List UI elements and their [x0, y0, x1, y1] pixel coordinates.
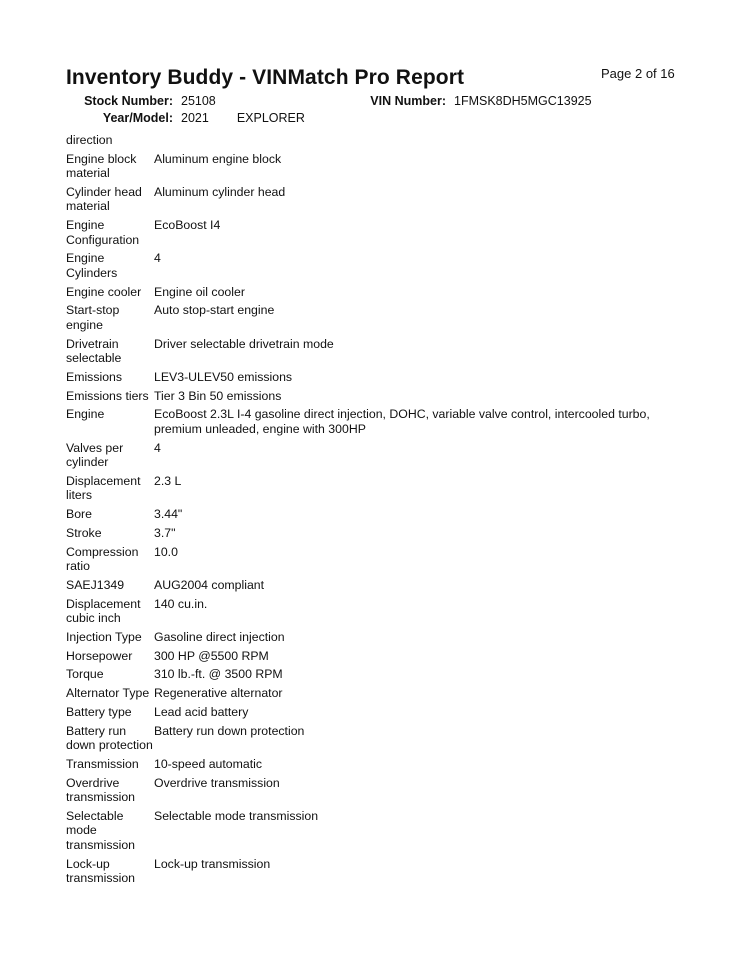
spec-key: Engine cooler	[66, 284, 142, 299]
vin-number-label: VIN Number:	[370, 94, 446, 108]
spec-row	[66, 152, 664, 185]
spec-key: Torque	[66, 667, 104, 682]
spec-table	[66, 133, 664, 890]
spec-row	[66, 474, 664, 507]
spec-value: LEV3-ULEV50 emissions	[154, 369, 293, 384]
spec-row	[66, 630, 664, 649]
spec-row	[66, 705, 664, 724]
spec-row	[66, 597, 664, 630]
spec-row	[66, 185, 664, 218]
spec-key: Injection Type	[66, 629, 142, 644]
spec-value: Overdrive transmission	[154, 775, 280, 790]
spec-key: Valves per cylinder	[66, 440, 124, 470]
report-title: Inventory Buddy - VINMatch Pro Report	[66, 66, 465, 89]
spec-row	[66, 337, 664, 370]
spec-row	[66, 218, 664, 251]
spec-value: EcoBoost I4	[154, 218, 221, 233]
spec-key: Lock-up transmission	[66, 856, 136, 886]
spec-key: Emissions	[66, 369, 123, 384]
spec-row	[66, 757, 664, 776]
year-model-label: Year/Model:	[102, 111, 173, 125]
spec-row	[66, 441, 664, 474]
spec-value: Battery run down protection	[154, 723, 305, 738]
spec-value: 10.0	[154, 544, 178, 559]
spec-row	[66, 724, 664, 757]
stock-number-value: 25108	[181, 94, 216, 108]
model-value: EXPLORER	[236, 111, 305, 125]
spec-key: Stroke	[66, 525, 102, 540]
spec-key: Battery type	[66, 705, 132, 719]
spec-row	[66, 809, 664, 857]
spec-value: 3.44"	[154, 507, 183, 522]
spec-key: Compression ratio	[66, 544, 139, 574]
spec-key: Start-stop engine	[66, 303, 120, 332]
spec-row	[66, 133, 664, 152]
spec-key: Engine block material	[66, 151, 137, 181]
spec-value: Engine oil cooler	[154, 284, 245, 299]
spec-value: Aluminum cylinder head	[154, 185, 286, 199]
spec-key: Cylinder head material	[66, 185, 142, 214]
spec-row	[66, 776, 664, 809]
spec-key: Engine Configuration	[66, 218, 140, 247]
spec-value: 310 lb.-ft. @ 3500 RPM	[154, 667, 283, 682]
page-number: Page 2 of 16	[601, 66, 675, 81]
spec-key: Transmission	[66, 757, 139, 771]
stock-number-label: Stock Number:	[84, 94, 173, 108]
spec-value: 10-speed automatic	[154, 757, 263, 771]
spec-row	[66, 667, 664, 686]
spec-key: Battery run down protection	[66, 723, 153, 753]
spec-row	[66, 389, 664, 408]
vin-number-value: 1FMSK8DH5MGC13925	[454, 94, 592, 108]
spec-value: Regenerative alternator	[154, 686, 283, 701]
spec-value: 4	[154, 440, 161, 455]
spec-row	[66, 526, 664, 545]
spec-value: Tier 3 Bin 50 emissions	[154, 388, 282, 403]
spec-value: Aluminum engine block	[154, 151, 282, 166]
spec-value: Driver selectable drivetrain mode	[154, 336, 334, 351]
spec-row	[66, 407, 664, 440]
spec-value: Lock-up transmission	[154, 856, 271, 871]
spec-row	[66, 649, 664, 668]
spec-row	[66, 251, 664, 284]
spec-value: AUG2004 compliant	[154, 577, 265, 592]
spec-key: Horsepower	[66, 648, 133, 663]
spec-value: Selectable mode transmission	[154, 809, 319, 823]
spec-row	[66, 686, 664, 705]
spec-key: Displacement cubic inch	[66, 596, 141, 626]
spec-row	[66, 507, 664, 526]
spec-key: direction	[66, 133, 113, 147]
spec-value: 3.7"	[154, 525, 176, 540]
spec-key: SAEJ1349	[66, 577, 125, 592]
spec-value: 140 cu.in.	[154, 596, 208, 611]
vin-number-field	[370, 94, 592, 108]
spec-row	[66, 545, 664, 578]
spec-key: Engine	[66, 407, 105, 422]
spec-value: EcoBoost 2.3L I-4 gasoline direct injection, DOHC, variable valve control, intercooled turbo, premium unleaded, engine with 300HP	[154, 407, 650, 436]
stock-number-field	[66, 94, 216, 108]
spec-row	[66, 857, 664, 890]
spec-value: Auto stop-start engine	[154, 303, 275, 318]
spec-key: Overdrive transmission	[66, 775, 136, 805]
spec-value: 2.3 L	[154, 473, 182, 488]
spec-key: Bore	[66, 507, 92, 522]
spec-key: Alternator Type	[66, 686, 150, 701]
spec-key: Selectable mode transmission	[66, 809, 136, 852]
spec-key: Displacement liters	[66, 473, 141, 503]
spec-key: Emissions tiers	[66, 388, 149, 403]
spec-value: Lead acid battery	[154, 705, 249, 719]
spec-value: Gasoline direct injection	[154, 629, 285, 644]
spec-row	[66, 370, 664, 389]
spec-row	[66, 285, 664, 304]
year-value: 2021	[181, 111, 209, 125]
spec-key: Drivetrain selectable	[66, 336, 122, 366]
spec-value: 4	[154, 251, 161, 266]
spec-row	[66, 303, 664, 336]
year-model-field	[66, 111, 305, 125]
spec-row	[66, 578, 664, 597]
spec-key: Engine Cylinders	[66, 251, 118, 280]
spec-value: 300 HP @5500 RPM	[154, 648, 269, 663]
